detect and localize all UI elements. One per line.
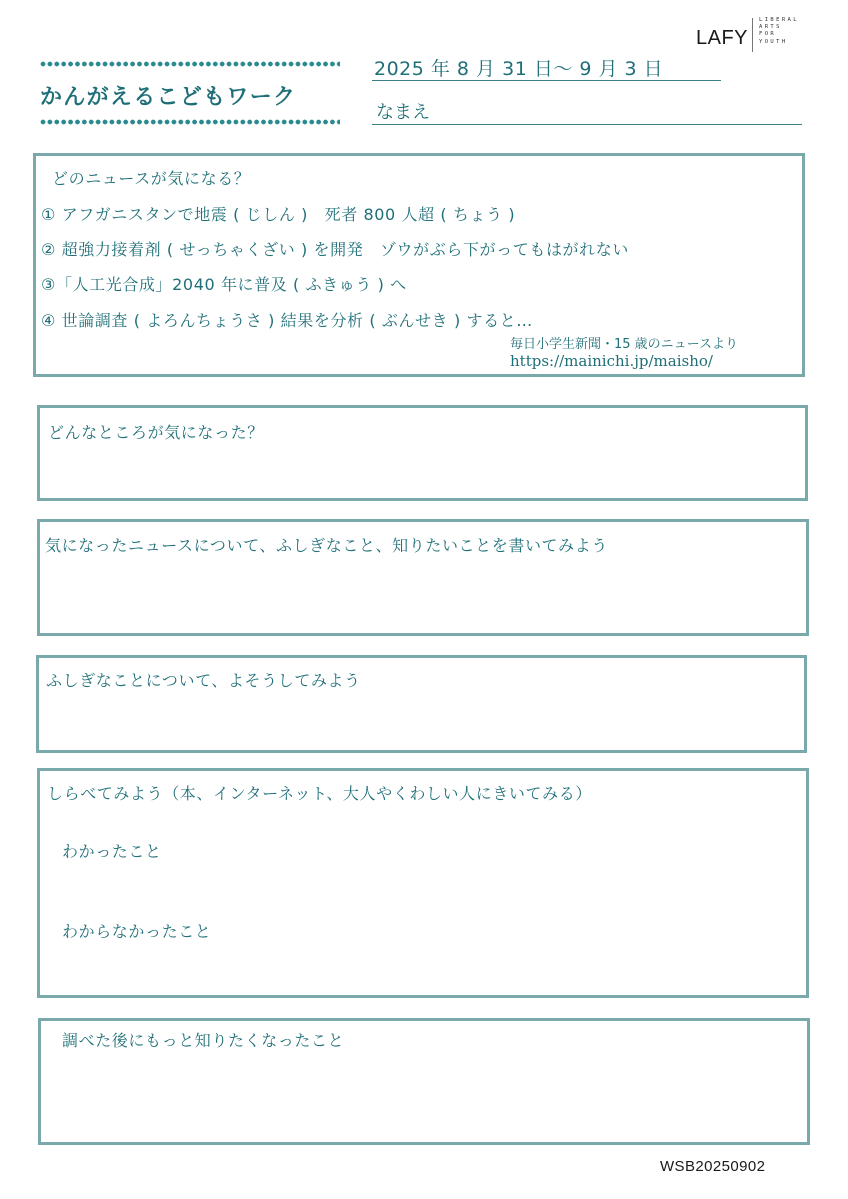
- logo-sub-line: YOUTH: [759, 38, 788, 45]
- name-label: なまえ: [376, 102, 430, 123]
- logo-sub-line: FOR: [759, 31, 777, 38]
- news-url: https://mainichi.jp/maisho/: [510, 352, 713, 370]
- label-found: わかったこと: [62, 842, 162, 861]
- title-dots-bottom: [40, 119, 340, 125]
- brand-logo-text: LAFY: [696, 27, 749, 49]
- news-item: ③「人工光合成」2040 年に普及 ( ふきゅう ) へ: [41, 275, 407, 294]
- prompt-research: しらべてみよう（本、インターネット、大人やくわしい人にきいてみる）: [47, 784, 592, 803]
- prompt-prediction: ふしぎなことについて、よそうしてみよう: [46, 671, 361, 690]
- worksheet-code: WSB20250902: [660, 1158, 766, 1175]
- logo-sub-line: LIBERAL: [759, 17, 799, 23]
- brand-logo-subtitle: [759, 17, 799, 46]
- news-item: ④ 世論調査 ( よろんちょうさ ) 結果を分析 ( ぶんせき ) すると…: [41, 311, 533, 330]
- date-underline: [372, 80, 721, 81]
- news-source: 毎日小学生新聞・15 歳のニュースより: [510, 337, 739, 352]
- prompt-interest: どんなところが気になった？: [48, 423, 264, 442]
- label-not-found: わからなかったこと: [62, 922, 212, 941]
- logo-divider: [752, 18, 753, 52]
- prompt-questions: 気になったニュースについて、ふしぎなこと、知りたいことを書いてみよう: [45, 536, 608, 555]
- prompt-further: 調べた後にもっと知りたくなったこと: [62, 1031, 345, 1050]
- logo-sub-line: ARTS: [759, 24, 782, 31]
- title-dots-top: [40, 61, 340, 67]
- worksheet-title: かんがえるこどもワーク: [40, 85, 297, 110]
- date-range: 2025 年 8 月 31 日～ 9 月 3 日: [374, 58, 664, 80]
- news-question: どのニュースが気になる？: [52, 169, 251, 188]
- name-field[interactable]: [372, 124, 802, 125]
- news-item: ② 超強力接着剤 ( せっちゃくざい ) を開発 ゾウがぶら下がってもはがれない: [41, 240, 629, 259]
- news-item: ① アフガニスタンで地震 ( じしん ) 死者 800 人超 ( ちょう ): [41, 205, 516, 224]
